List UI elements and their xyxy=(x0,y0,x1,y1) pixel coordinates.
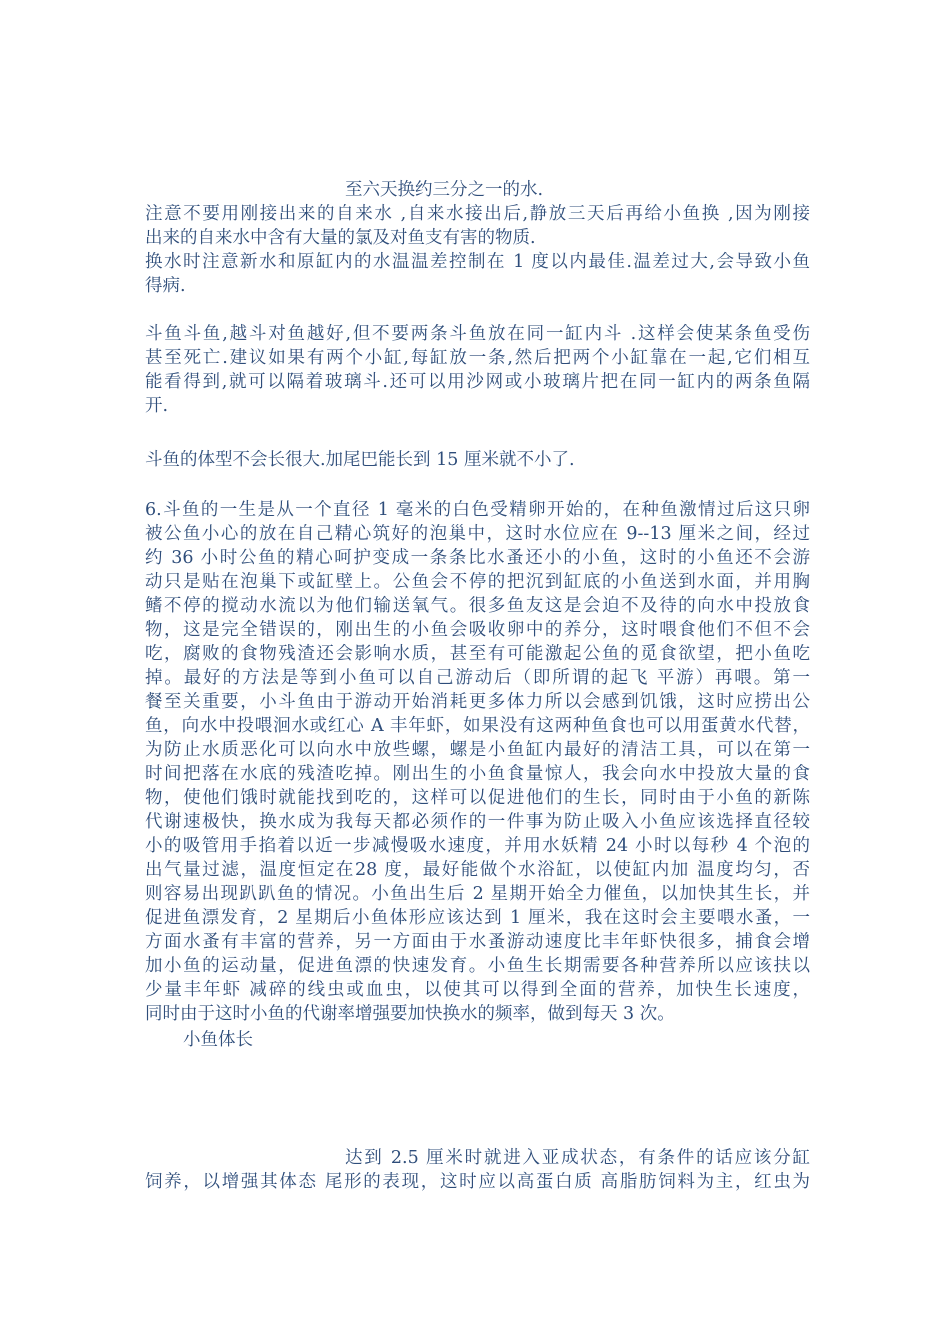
text-line: 鱼，向水中投喂洄水或红心 A 丰年虾，如果没有这两种鱼食也可以用蛋黄水代替， xyxy=(145,716,810,736)
text-line: 掉。最好的方法是等到小鱼可以自己游动后（即所谓的起飞 平游）再喂。第一 xyxy=(145,668,810,688)
text-line: 加小鱼的运动量，促进鱼漂的快速发育。小鱼生长期需要各种营养所以应该扶以 xyxy=(145,956,810,976)
text-line: 斗鱼斗鱼,越斗对鱼越好,但不要两条斗鱼放在同一缸内斗 .这样会使某条鱼受伤 xyxy=(145,324,810,344)
text-line: 斗鱼的体型不会长很大.加尾巴能长到 15 厘米就不小了. xyxy=(145,450,575,470)
text-line: 代谢速极快，换水成为我每天都必须作的一件事为防止吸入小鱼应该选择直径较 xyxy=(145,812,810,832)
text-line: 同时由于这时小鱼的代谢率增强要加快换水的频率，做到每天 3 次。 xyxy=(145,1004,675,1024)
text-line: 开. xyxy=(145,396,169,416)
text-line: 出气量过滤，温度恒定在28 度，最好能做个水浴缸，以使缸内加 温度均匀，否 xyxy=(145,860,810,880)
text-line: 甚至死亡.建议如果有两个小缸,每缸放一条,然后把两个小缸靠在一起,它们相互 xyxy=(145,348,810,368)
text-line: 物，这是完全错误的，刚出生的小鱼会吸收卵中的养分，这时喂食他们不但不会 xyxy=(145,620,810,640)
text-line: 6.斗鱼的一生是从一个直径 1 毫米的白色受精卵开始的，在种鱼激情过后这只卵 xyxy=(145,500,810,520)
text-line: 物，使他们饿时就能找到吃的，这样可以促进他们的生长，同时由于小鱼的新陈 xyxy=(145,788,810,808)
text-line: 小的吸管用手掐着以近一步减慢吸水速度，并用水妖精 24 小时以每秒 4 个泡的 xyxy=(145,836,810,856)
text-line: 约 36 小时公鱼的精心呵护变成一条条比水蚤还小的小鱼，这时的小鱼还不会游 xyxy=(145,548,810,568)
text-line: 餐至关重要，小斗鱼由于游动开始消耗更多体力所以会感到饥饿，这时应捞出公 xyxy=(145,692,810,712)
text-line: 得病. xyxy=(145,276,186,296)
text-line: 能看得到,就可以隔着玻璃斗.还可以用沙网或小玻璃片把在同一缸内的两条鱼隔 xyxy=(145,372,810,392)
text-line: 吃，腐败的食物残渣还会影响水质，甚至有可能激起公鱼的觅食欲望，把小鱼吃 xyxy=(145,644,810,664)
text-line: 少量丰年虾 减碎的线虫或血虫，以使其可以得到全面的营养，加快生长速度， xyxy=(145,980,810,1000)
text-line: 方面水蚤有丰富的营养，另一方面由于水蚤游动速度比丰年虾快很多，捕食会增 xyxy=(145,932,810,952)
text-line: 达到 2.5 厘米时就进入亚成状态，有条件的话应该分缸 xyxy=(345,1148,810,1168)
text-line: 被公鱼小心的放在自己精心筑好的泡巢中，这时水位应在 9--13 厘米之间，经过 xyxy=(145,524,810,544)
text-line: 则容易出现趴趴鱼的情况。小鱼出生后 2 星期开始全力催鱼，以加快其生长，并 xyxy=(145,884,810,904)
text-line: 换水时注意新水和原缸内的水温温差控制在 1 度以内最佳.温差过大,会导致小鱼 xyxy=(145,252,810,272)
text-line: 小鱼体长 xyxy=(183,1030,253,1050)
text-line: 动只是贴在泡巢下或缸壁上。公鱼会不停的把沉到缸底的小鱼送到水面，并用胸 xyxy=(145,572,810,592)
text-line: 鳍不停的搅动水流以为他们输送氧气。很多鱼友这是会迫不及待的向水中投放食 xyxy=(145,596,810,616)
text-line: 至六天换约三分之一的水. xyxy=(345,180,544,200)
text-line: 注意不要用刚接出来的自来水 ,自来水接出后,静放三天后再给小鱼换 ,因为刚接 xyxy=(145,204,810,224)
text-line: 为防止水质恶化可以向水中放些螺，螺是小鱼缸内最好的清洁工具，可以在第一 xyxy=(145,740,810,760)
text-line: 时间把落在水底的残渣吃掉。刚出生的小鱼食量惊人，我会向水中投放大量的食 xyxy=(145,764,810,784)
text-line: 促进鱼漂发育，2 星期后小鱼体形应该达到 1 厘米，我在这时会主要喂水蚤，一 xyxy=(145,908,810,928)
text-line: 饲养，以增强其体态 尾形的表现，这时应以高蛋白质 高脂肪饲料为主，红虫为 xyxy=(145,1172,810,1192)
text-line: 出来的自来水中含有大量的氯及对鱼支有害的物质. xyxy=(145,228,536,248)
